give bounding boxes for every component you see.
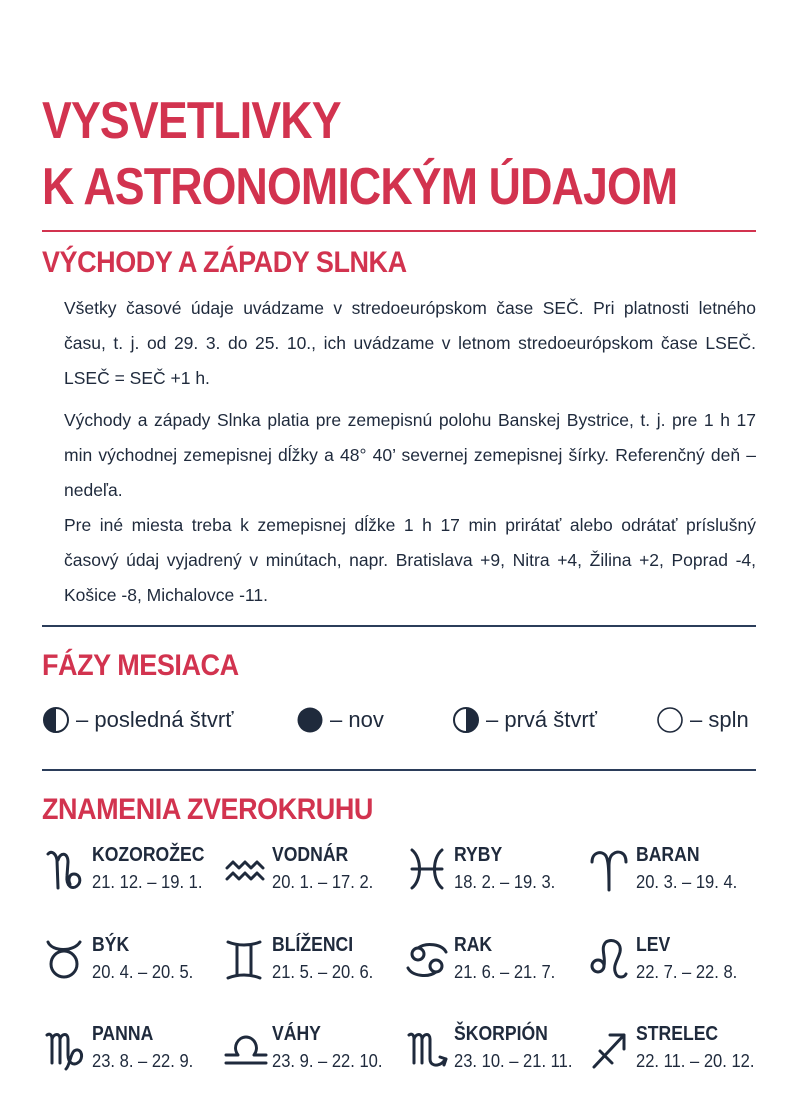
leo-icon xyxy=(588,936,632,984)
zodiac-sign-aquarius xyxy=(224,842,404,902)
zodiac-name: VODNÁR xyxy=(272,844,349,866)
zodiac-dates: 20. 1. – 17. 2. xyxy=(272,872,374,892)
zodiac-dates: 20. 4. – 20. 5. xyxy=(92,962,194,982)
title-divider xyxy=(42,230,756,232)
sunrise-paragraph-3: Pre iné miesta treba k zemepisnej dĺžke 1 h 17 min prirátať alebo odrátať príslušný časový údaj vyjadrený v minútach, napr. Bratislava +9, Nitra +4, Žilina +2, Poprad -4, Košice -8, Michalovce -11. xyxy=(64,515,756,605)
section-divider-1 xyxy=(42,625,756,627)
zodiac-dates: 23. 8. – 22. 9. xyxy=(92,1051,194,1071)
zodiac-dates: 22. 7. – 22. 8. xyxy=(636,962,738,982)
gemini-icon xyxy=(224,936,268,984)
zodiac-name: BARAN xyxy=(636,844,700,866)
page-title xyxy=(42,88,678,220)
zodiac-sign-libra xyxy=(224,1021,404,1081)
zodiac-sign-scorpio xyxy=(406,1021,586,1081)
moon-phase-label: – prvá štvrť xyxy=(486,707,597,732)
page-title-line-1: VYSVETLIVKY xyxy=(42,92,341,150)
zodiac-name: LEV xyxy=(636,934,671,956)
sunrise-section-heading: VÝCHODY A ZÁPADY SLNKA xyxy=(42,246,407,279)
pisces-icon xyxy=(406,846,450,894)
zodiac-sign-virgo xyxy=(44,1021,224,1081)
sagittarius-icon xyxy=(588,1025,632,1073)
libra-icon xyxy=(224,1025,268,1073)
zodiac-sign-cancer xyxy=(406,932,586,992)
zodiac-dates: 23. 10. – 21. 11. xyxy=(454,1051,573,1071)
zodiac-dates: 23. 9. – 22. 10. xyxy=(272,1051,383,1071)
zodiac-sign-sagittarius xyxy=(588,1021,768,1081)
zodiac-dates: 21. 5. – 20. 6. xyxy=(272,962,374,982)
zodiac-sign-gemini xyxy=(224,932,404,992)
zodiac-name: STRELEC xyxy=(636,1023,719,1045)
moon-phase-last-quarter xyxy=(42,702,233,738)
moon-phase-new xyxy=(296,702,384,738)
zodiac-name: BLÍŽENCI xyxy=(272,934,354,956)
taurus-icon xyxy=(44,936,88,984)
zodiac-name: BÝK xyxy=(92,934,130,956)
virgo-icon xyxy=(44,1025,88,1073)
sunrise-paragraph-2: Východy a západy Slnka platia pre zemepisnú polohu Banskej Bystrice, t. j. pre 1 h 17 min východnej zemepisnej dĺžky a 48° 40’ severnej zemepisnej šírky. Referenčný deň – nedeľa. xyxy=(64,410,756,500)
zodiac-dates: 21. 12. – 19. 1. xyxy=(92,872,203,892)
zodiac-name: PANNA xyxy=(92,1023,154,1045)
zodiac-sign-aries xyxy=(588,842,768,902)
zodiac-name: RAK xyxy=(454,934,493,956)
zodiac-name: VÁHY xyxy=(272,1023,321,1045)
moon-phase-label: – nov xyxy=(330,707,384,732)
zodiac-section-heading: ZNAMENIA ZVEROKRUHU xyxy=(42,793,373,826)
zodiac-dates: 20. 3. – 19. 4. xyxy=(636,872,738,892)
zodiac-sign-leo xyxy=(588,932,768,992)
zodiac-dates: 22. 11. – 20. 12. xyxy=(636,1051,755,1071)
zodiac-sign-pisces xyxy=(406,842,586,902)
moon-phase-first-quarter xyxy=(452,702,597,738)
moon-phase-full xyxy=(656,702,749,738)
last-quarter-moon-icon xyxy=(42,706,70,734)
section-divider-2 xyxy=(42,769,756,771)
sunrise-paragraph-1: Všetky časové údaje uvádzame v stredoeurópskom čase SEČ. Pri platnosti letného času, t. j. od 29. 3. do 25. 10., ich uvádzame v letnom stredoeurópskom čase LSEČ. LSEČ = SEČ +1 h. xyxy=(64,298,756,388)
zodiac-sign-capricorn xyxy=(44,842,224,902)
aries-icon xyxy=(588,846,632,894)
page-title-line-2: K ASTRONOMICKÝM ÚDAJOM xyxy=(42,158,678,216)
moon-phase-label: – posledná štvrť xyxy=(76,707,234,732)
zodiac-sign-taurus xyxy=(44,932,224,992)
scorpio-icon xyxy=(406,1025,450,1073)
moon-section-heading: FÁZY MESIACA xyxy=(42,649,239,682)
full-moon-icon xyxy=(656,706,684,734)
zodiac-dates: 21. 6. – 21. 7. xyxy=(454,962,556,982)
zodiac-name: ŠKORPIÓN xyxy=(454,1023,548,1045)
aquarius-icon xyxy=(224,846,268,894)
cancer-icon xyxy=(406,936,450,984)
zodiac-name: KOZOROŽEC xyxy=(92,844,205,866)
capricorn-icon xyxy=(44,846,88,894)
new-moon-icon xyxy=(296,706,324,734)
zodiac-dates: 18. 2. – 19. 3. xyxy=(454,872,556,892)
zodiac-name: RYBY xyxy=(454,844,503,866)
first-quarter-moon-icon xyxy=(452,706,480,734)
moon-phase-label: – spln xyxy=(690,707,749,732)
